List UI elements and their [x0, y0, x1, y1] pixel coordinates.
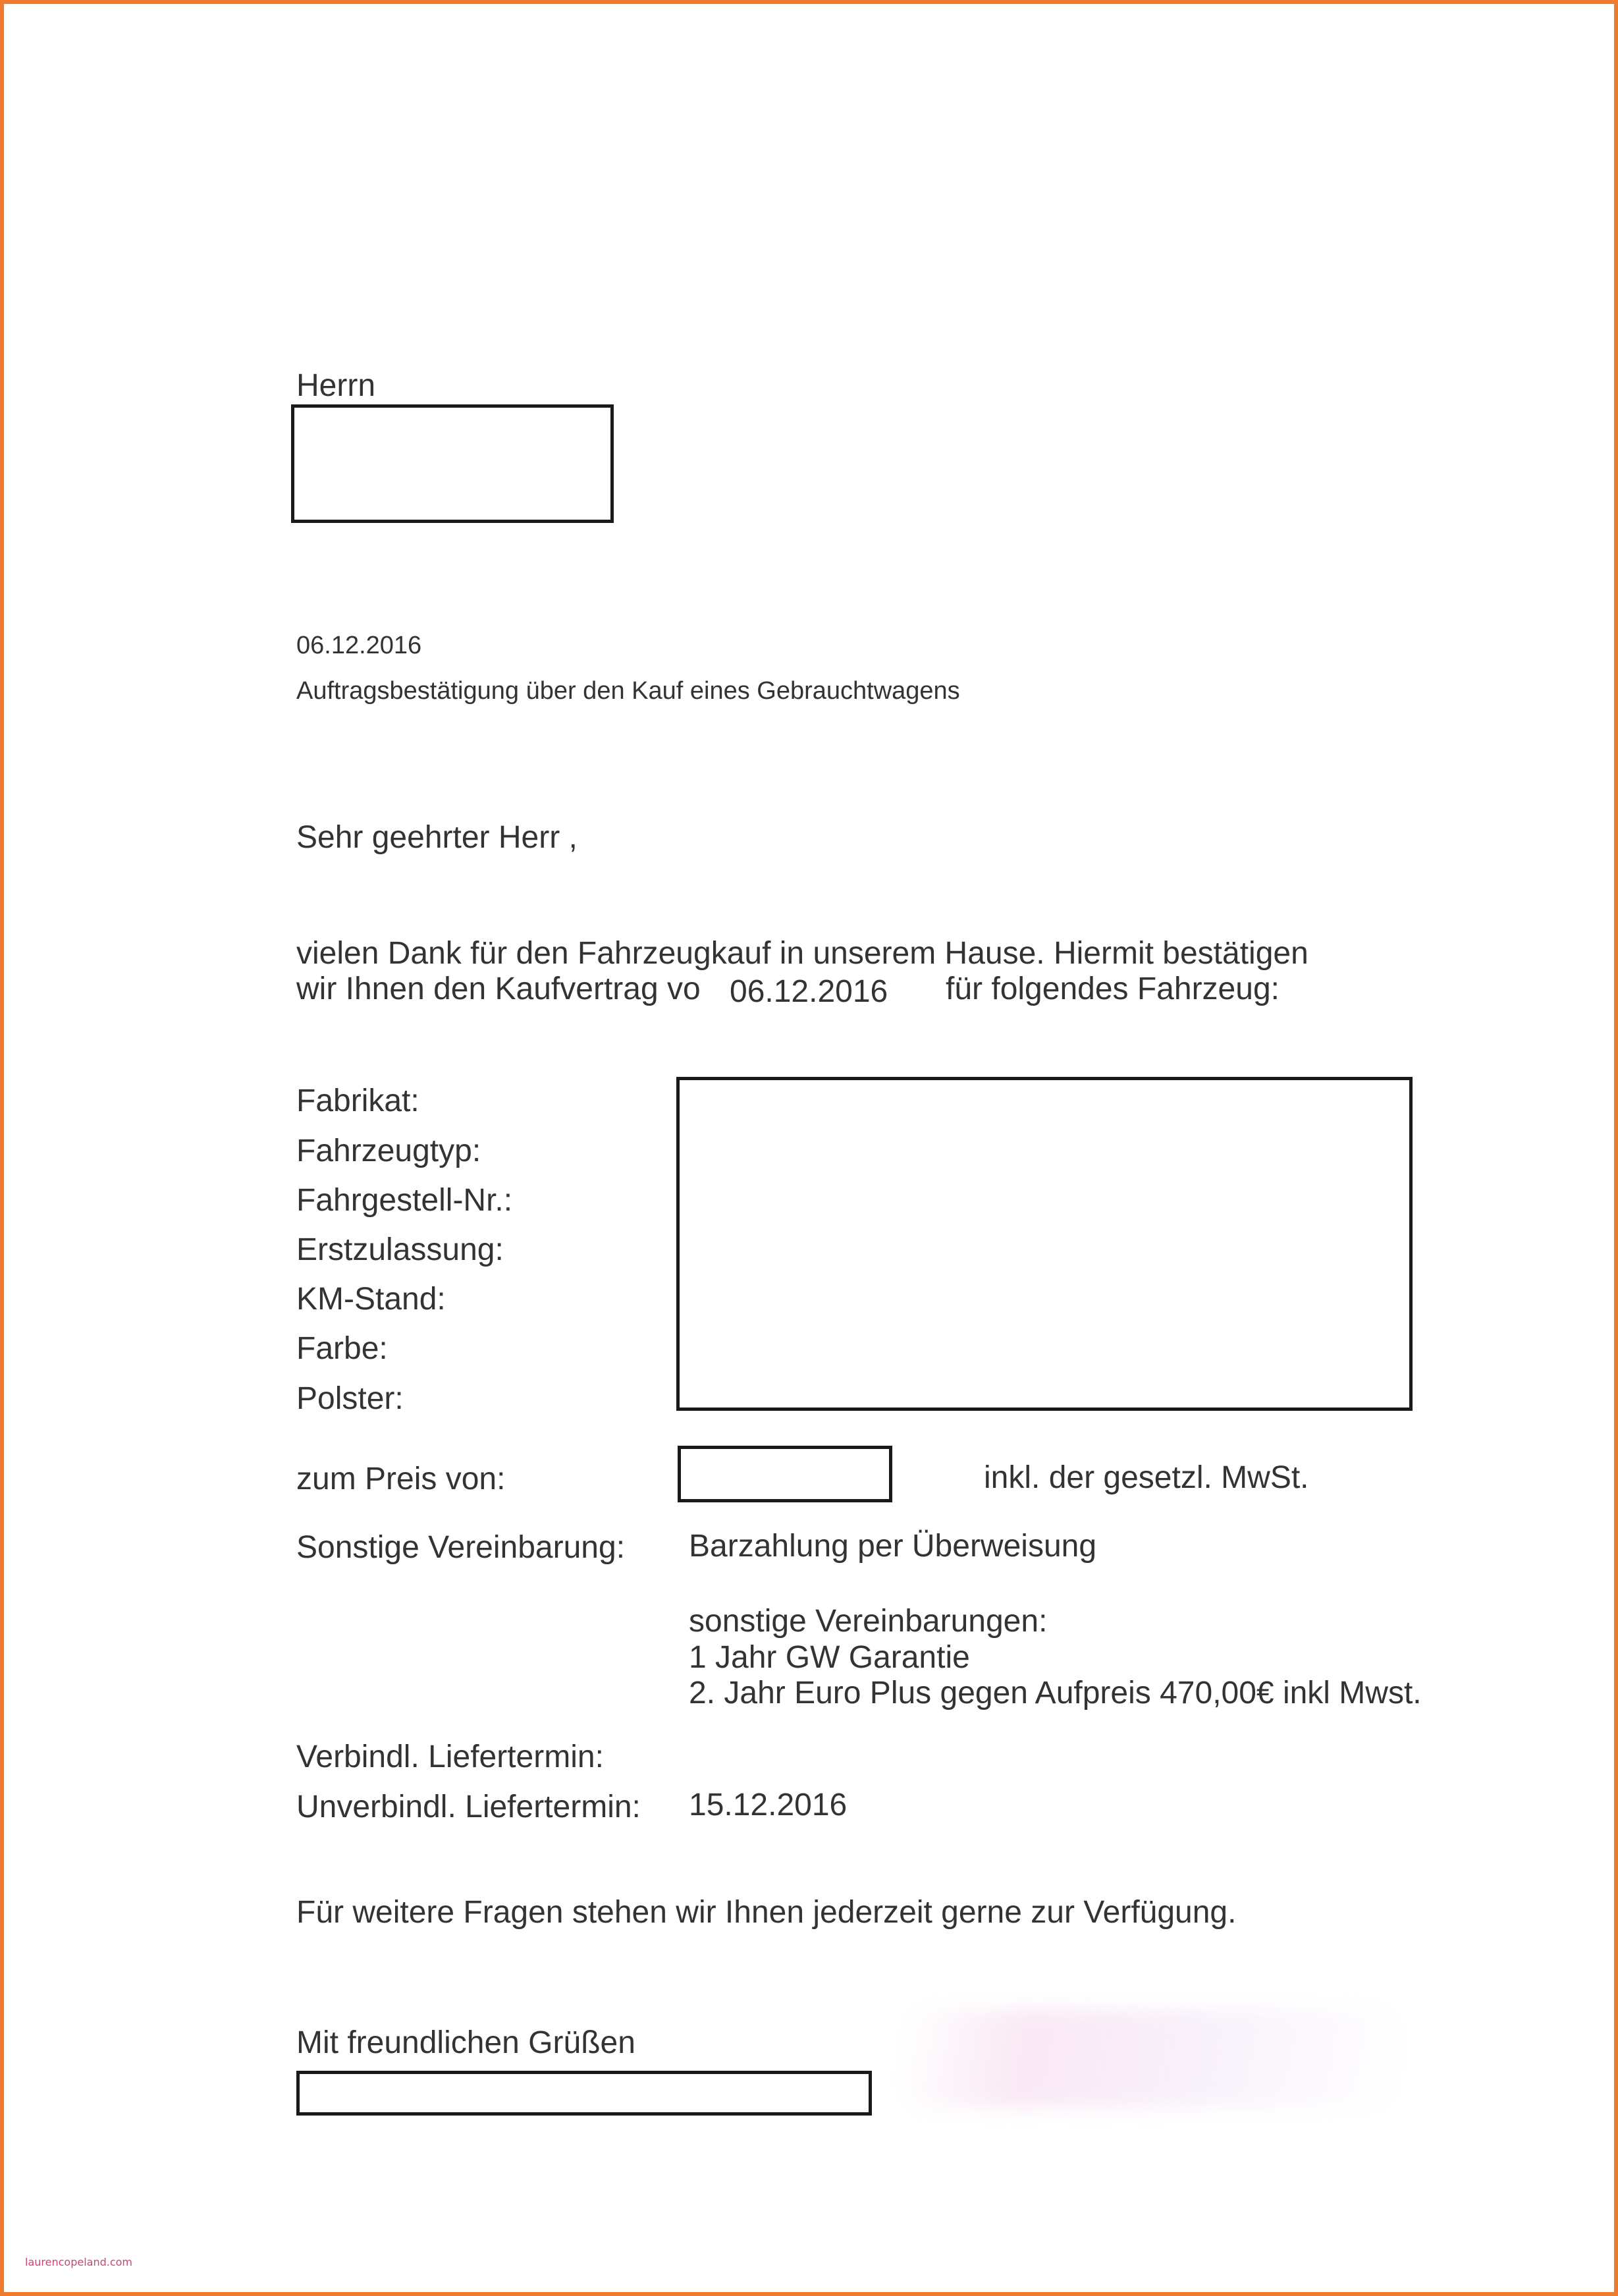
intro-line-1: vielen Dank für den Fahrzeugkauf in unserem Hause. Hiermit bestätigen [296, 936, 1308, 971]
vehicle-label-registration: Erstzulassung: [296, 1232, 504, 1267]
agreement-item-1: 1 Jahr GW Garantie [689, 1640, 970, 1675]
agreement-other-heading: sonstige Vereinbarungen: [689, 1604, 1048, 1639]
closing-regards: Mit freundlichen Grüßen [296, 2025, 635, 2060]
recipient-address-box [291, 404, 614, 523]
agreement-item-2: 2. Jahr Euro Plus gegen Aufpreis 470,00€ inkl Mwst. [689, 1676, 1422, 1710]
letter-greeting: Sehr geehrter Herr , [296, 820, 578, 855]
agreement-payment: Barzahlung per Überweisung [689, 1529, 1097, 1564]
price-value-box [678, 1446, 892, 1502]
signature-box [296, 2071, 872, 2116]
closing-questions: Für weitere Fragen stehen wir Ihnen jederzeit gerne zur Verfügung. [296, 1895, 1237, 1930]
vehicle-label-color: Farbe: [296, 1331, 388, 1366]
price-tax-note: inkl. der gesetzl. MwSt. [984, 1460, 1309, 1495]
vehicle-label-make: Fabrikat: [296, 1083, 419, 1118]
vehicle-details-box [676, 1077, 1413, 1411]
delivery-nonbinding-date: 15.12.2016 [689, 1788, 848, 1822]
price-label: zum Preis von: [296, 1462, 506, 1496]
intro-line-2-start: wir Ihnen den Kaufvertrag vo [296, 971, 701, 1006]
vehicle-label-mileage: KM-Stand: [296, 1282, 446, 1317]
delivery-nonbinding-label: Unverbindl. Liefertermin: [296, 1790, 641, 1824]
letter-date: 06.12.2016 [296, 632, 422, 659]
footer-watermark: laurencopeland.com [25, 2256, 132, 2268]
intro-contract-date: 06.12.2016 [726, 976, 888, 1008]
vehicle-label-chassis-number: Fahrgestell-Nr.: [296, 1183, 513, 1218]
recipient-salutation: Herrn [296, 368, 376, 403]
letter-subject: Auftragsbestätigung über den Kauf eines Gebrauchtwagens [296, 677, 960, 705]
agreement-label: Sonstige Vereinbarung: [296, 1530, 626, 1565]
faded-stamp [902, 2009, 1403, 2108]
vehicle-label-type: Fahrzeugtyp: [296, 1134, 481, 1168]
intro-line-2-end: für folgendes Fahrzeug: [946, 971, 1280, 1006]
delivery-binding-label: Verbindl. Liefertermin: [296, 1739, 604, 1774]
vehicle-label-upholstery: Polster: [296, 1381, 404, 1416]
